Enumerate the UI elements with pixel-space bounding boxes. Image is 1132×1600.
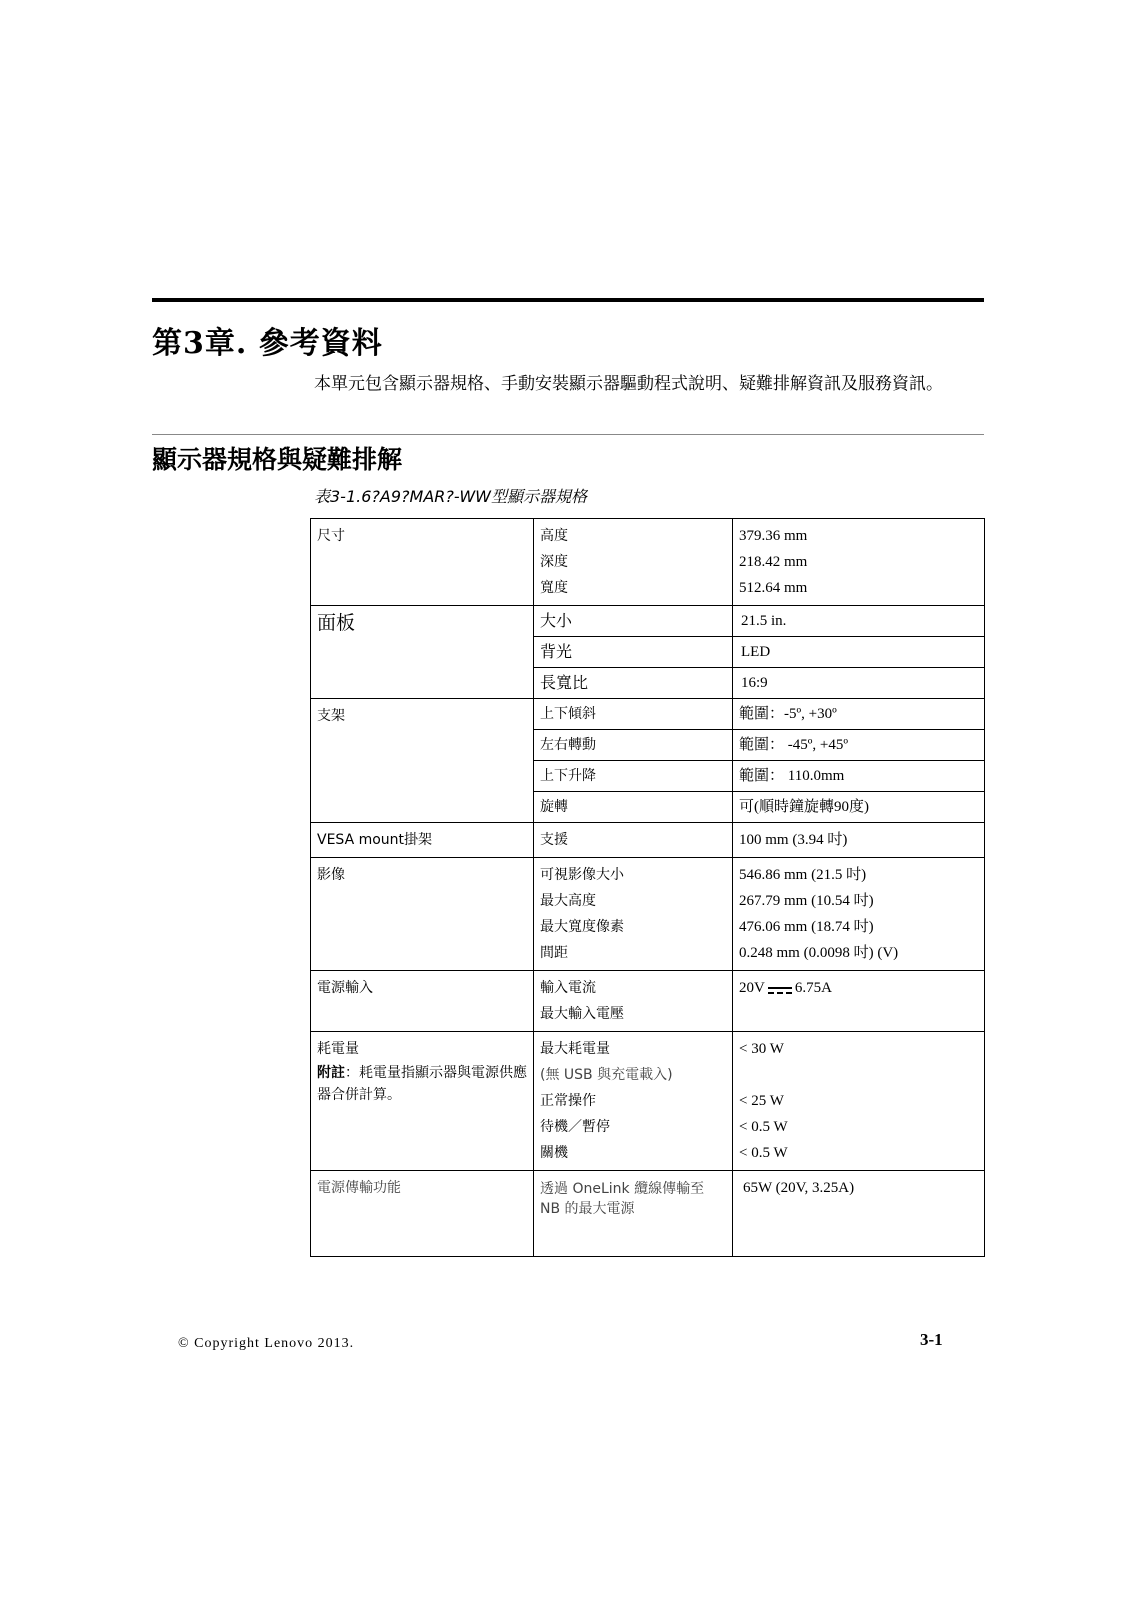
panel-label: 面板 (311, 606, 534, 699)
item-pivot: 旋轉 (540, 799, 568, 815)
value-standby: < 0.5 W (739, 1119, 788, 1135)
item-tilt: 上下傾斜 (534, 699, 732, 730)
item-max-power: 最大耗電量 (540, 1041, 610, 1057)
value-height: 379.36 mm (739, 528, 808, 544)
power-input-voltage: 20V (739, 980, 765, 996)
value-lift: 範圍： 110.0mm (733, 761, 984, 792)
table-caption: 表3-1.6?A9?MAR?-WW型顯示器規格 (314, 487, 588, 506)
vesa-item: 支援 (534, 823, 733, 858)
item-height: 高度 (540, 528, 568, 544)
value-pitch: 0.248 mm (0.0098 吋) (V) (739, 945, 899, 961)
item-backlight: 背光 (534, 637, 732, 668)
value-aspect: 16:9 (741, 675, 768, 691)
item-normal: 正常操作 (540, 1093, 596, 1109)
item-max-height: 最大高度 (540, 893, 596, 909)
value-size: 21.5 in. (733, 606, 984, 637)
chapter-title: 第3章. 參考資料 (152, 326, 383, 361)
power-consumption-values (733, 1032, 985, 1171)
dimensions-values (733, 519, 985, 606)
note-bold-label: 附註 (317, 1065, 345, 1081)
top-rule (152, 298, 984, 302)
dc-symbol-icon (768, 987, 792, 996)
section-rule (152, 434, 984, 435)
item-pitch: 間距 (540, 945, 568, 961)
value-backlight: LED (733, 637, 984, 668)
stand-items (534, 699, 733, 823)
item-viewable: 可視影像大小 (540, 867, 624, 883)
vesa-label: VESA mount掛架 (311, 823, 534, 858)
row-power-delivery (311, 1171, 985, 1257)
value-tilt: 範圍：-5º, +30º (733, 699, 984, 730)
item-max-voltage: 最大輸入電壓 (540, 1006, 624, 1022)
value-width: 512.64 mm (739, 580, 808, 596)
power-consumption-items (534, 1032, 733, 1171)
dimensions-items (534, 519, 733, 606)
power-consumption-note (317, 1062, 527, 1106)
value-max-width: 476.06 mm (18.74 吋) (739, 919, 874, 935)
vesa-value: 100 mm (3.94 吋) (733, 823, 985, 858)
spec-table (310, 518, 985, 1257)
power-input-current: 6.75A (794, 980, 832, 996)
item-depth: 深度 (540, 554, 568, 570)
item-swivel: 左右轉動 (534, 730, 732, 761)
item-size: 大小 (534, 606, 732, 637)
power-delivery-value: 65W (20V, 3.25A) (733, 1171, 985, 1257)
item-aspect: 長寬比 (540, 673, 589, 692)
power-delivery-label: 電源傳輸功能 (311, 1171, 534, 1257)
row-image (311, 858, 985, 971)
image-values (733, 858, 985, 971)
value-swivel: 範圍： -45º, +45º (733, 730, 984, 761)
page-number: 3-1 (920, 1330, 943, 1349)
power-input-label: 電源輸入 (311, 971, 534, 1032)
image-label: 影像 (311, 858, 534, 971)
row-dimensions (311, 519, 985, 606)
power-consumption-label: 耗電量 (317, 1041, 359, 1057)
dimensions-label: 尺寸 (311, 519, 534, 606)
item-width: 寬度 (540, 580, 568, 596)
row-power-consumption (311, 1032, 985, 1171)
row-stand (311, 699, 985, 823)
note-text: ：耗電量指顯示器與電源供應器合併計算。 (317, 1065, 527, 1103)
value-normal: < 25 W (739, 1093, 784, 1109)
intro-paragraph: 本單元包含顯示器規格、手動安裝顯示器驅動程式說明、疑難排解資訊及服務資訊。 (314, 374, 943, 394)
row-panel (311, 606, 985, 699)
value-off: < 0.5 W (739, 1145, 788, 1161)
power-consumption-label-cell (311, 1032, 534, 1171)
image-items (534, 858, 733, 971)
value-max-height: 267.79 mm (10.54 吋) (739, 893, 874, 909)
item-lift: 上下升降 (534, 761, 732, 792)
panel-values (733, 606, 985, 699)
item-standby: 待機／暫停 (540, 1119, 610, 1135)
power-input-value (733, 971, 985, 1032)
copyright: © Copyright Lenovo 2013. (178, 1336, 355, 1351)
value-depth: 218.42 mm (739, 554, 808, 570)
value-viewable: 546.86 mm (21.5 吋) (739, 867, 867, 883)
value-blank (739, 1062, 978, 1088)
item-input-current: 輸入電流 (540, 980, 596, 996)
stand-label: 支架 (311, 699, 534, 823)
value-pivot: 可(順時鐘旋轉90度) (739, 799, 869, 815)
power-delivery-item: 透過 OneLink 纜線傳輸至 NB 的最大電源 (534, 1171, 733, 1257)
row-vesa (311, 823, 985, 858)
section-title: 顯示器規格與疑難排解 (152, 445, 403, 474)
row-power-input (311, 971, 985, 1032)
item-off: 關機 (540, 1145, 568, 1161)
panel-items (534, 606, 733, 699)
power-input-items (534, 971, 733, 1032)
stand-values (733, 699, 985, 823)
value-max-power: < 30 W (739, 1041, 784, 1057)
item-max-width: 最大寬度像素 (540, 919, 624, 935)
item-no-usb: (無 USB 與充電載入) (540, 1067, 673, 1083)
